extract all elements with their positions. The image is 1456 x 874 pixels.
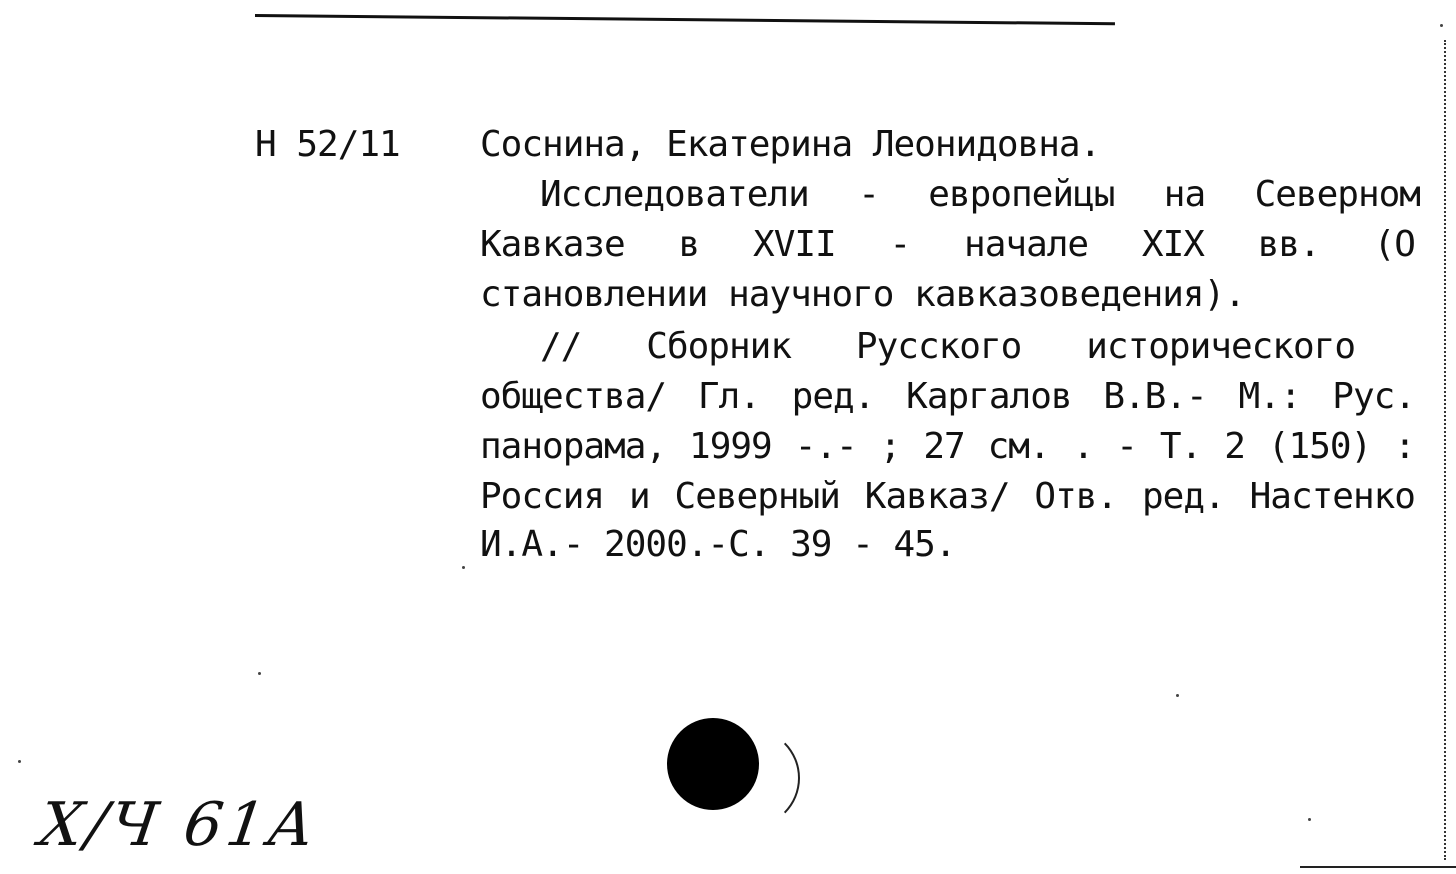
title-line-1 — [540, 174, 1420, 215]
word: 1999 — [689, 426, 772, 467]
handwritten-call-number: Х/Ч 61А — [35, 790, 324, 860]
word: 2 — [1224, 426, 1245, 467]
word: (150) — [1267, 426, 1372, 467]
word: Русского — [855, 326, 1022, 367]
word: Сборник — [646, 326, 791, 367]
source-line-2 — [480, 376, 1415, 417]
word: Гл. — [697, 376, 760, 417]
word: XVII — [753, 224, 836, 265]
word: XIX — [1141, 224, 1204, 265]
scan-speck — [1176, 694, 1179, 697]
word: // — [540, 326, 582, 367]
word: Каргалов — [906, 376, 1072, 417]
word: общества/ — [480, 376, 667, 417]
source-line-4 — [480, 476, 1415, 517]
word: : — [1394, 426, 1415, 467]
scan-speck — [258, 672, 261, 675]
source-line-1 — [540, 326, 1355, 367]
source-line-3 — [480, 426, 1415, 467]
word: исторического — [1086, 326, 1355, 367]
word: - — [1116, 426, 1137, 467]
word: и — [628, 476, 650, 517]
word: (О — [1373, 224, 1415, 265]
shelfmark: Н 52/11 — [255, 124, 400, 165]
scan-speck — [1308, 818, 1311, 821]
word: в — [678, 224, 700, 265]
word: . — [1072, 426, 1094, 467]
word: Россия — [480, 476, 605, 517]
word: вв. — [1257, 224, 1320, 265]
word: ред. — [791, 376, 875, 417]
title-line-2 — [480, 224, 1415, 265]
word: Кавказ/ — [864, 476, 1010, 517]
word: Кавказе — [480, 224, 625, 265]
word: Северный — [674, 476, 840, 517]
word: см. — [987, 426, 1050, 467]
source-line-5: И.А.- 2000.-С. 39 - 45. — [480, 524, 956, 565]
scan-speck — [462, 566, 465, 569]
word: - — [889, 224, 911, 265]
word: М.: — [1238, 376, 1301, 417]
word: европейцы — [928, 174, 1115, 215]
word: -.- — [794, 426, 857, 467]
word: Настенко — [1249, 476, 1415, 517]
scan-speck — [1440, 24, 1443, 27]
word: панорама, — [480, 426, 667, 467]
word: ; — [879, 426, 901, 467]
word: Исследователи — [540, 174, 809, 215]
punch-hole-rim — [700, 728, 800, 828]
scan-speck — [18, 760, 21, 763]
word: В.В.- — [1103, 376, 1207, 417]
word: начале — [964, 224, 1089, 265]
word: ред. — [1142, 476, 1225, 517]
author-name: Соснина, Екатерина Леонидовна. — [480, 124, 1101, 165]
word: 27 — [923, 426, 965, 467]
right-card-edge — [1444, 40, 1452, 860]
word: - — [858, 174, 879, 215]
bottom-card-edge — [1300, 866, 1456, 868]
word: Отв. — [1034, 476, 1118, 517]
title-line-3: становлении научного кавказоведения). — [480, 274, 1245, 315]
word: Северном — [1254, 174, 1420, 215]
top-border-line — [255, 14, 1115, 25]
word: на — [1163, 174, 1206, 215]
word: Т. — [1159, 426, 1202, 467]
word: Рус. — [1332, 376, 1415, 417]
